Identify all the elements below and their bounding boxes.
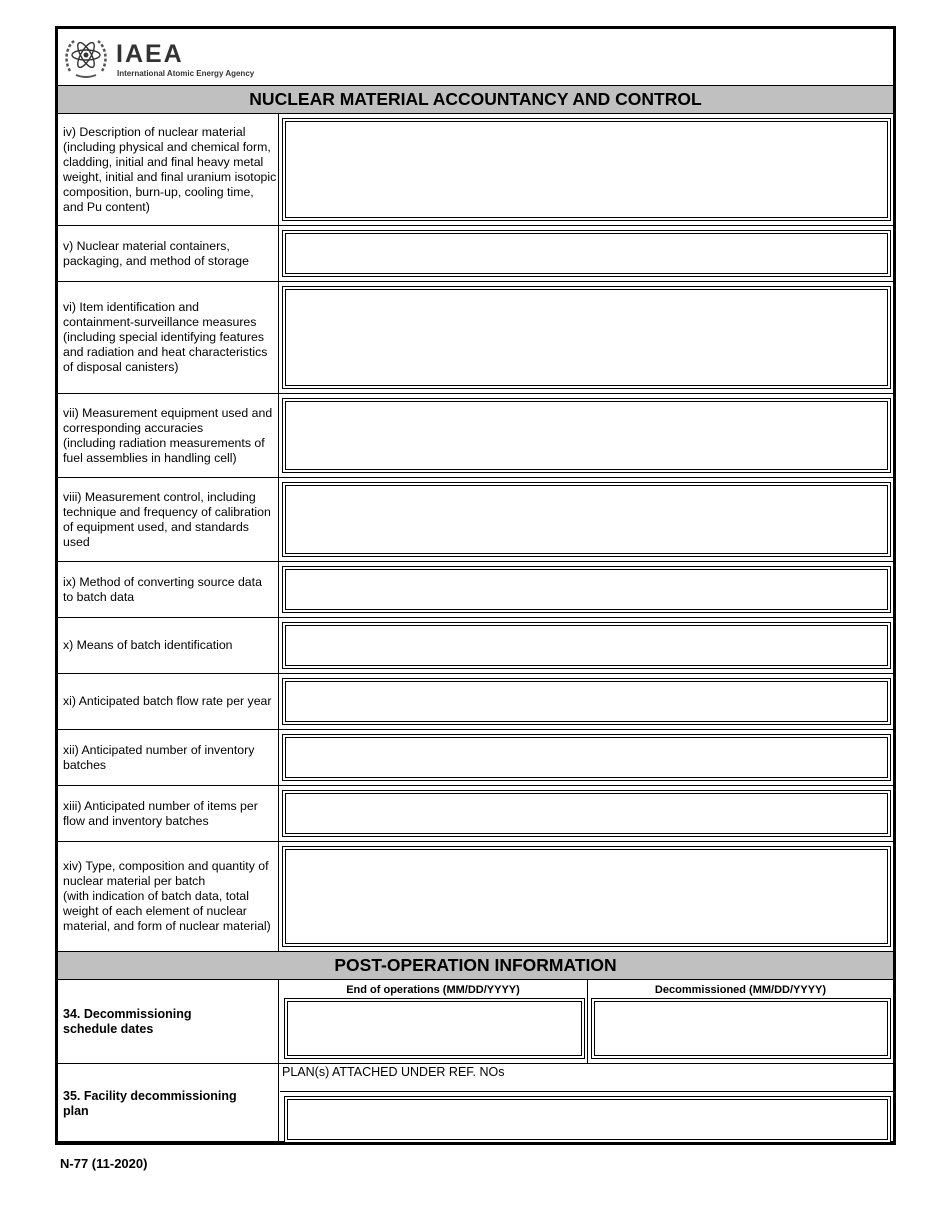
measurement-equipment-field[interactable] <box>282 398 891 473</box>
measurement-control-field[interactable] <box>282 482 891 557</box>
table-row <box>58 478 893 562</box>
plan-ref-label: PLAN(s) ATTACHED UNDER REF. NOs <box>282 1065 505 1079</box>
row-label: xiv) Type, composition and quantity of nuclear material per batch (with indication of batch data, total weight of each element of nuclear material, and form of nuclear material) <box>58 842 279 951</box>
batch-identification-field[interactable] <box>282 622 891 669</box>
logo-header <box>58 29 893 86</box>
item-identification-field[interactable] <box>282 286 891 389</box>
table-row <box>58 674 893 730</box>
row-label: xiii) Anticipated number of items per flow and inventory batches <box>58 786 279 841</box>
section-header-post-operation: POST-OPERATION INFORMATION <box>58 952 893 980</box>
row-label: viii) Measurement control, including technique and frequency of calibration of equipment used, and standards used <box>58 478 279 561</box>
row-label: vii) Measurement equipment used and corresponding accuracies (including radiation measurements of fuel assemblies in handling cell) <box>58 394 279 477</box>
decommissioning-plan-row <box>58 1064 893 1144</box>
end-of-operations-header: End of operations (MM/DD/YYYY) <box>346 984 520 996</box>
material-per-batch-field[interactable] <box>282 846 891 947</box>
iaea-atom-emblem-icon <box>62 33 110 81</box>
row-label: xi) Anticipated batch flow rate per year <box>58 674 279 729</box>
row-label: v) Nuclear material containers, packaging, and method of storage <box>58 226 279 281</box>
table-row <box>58 226 893 282</box>
plan-ref-input[interactable] <box>284 1096 891 1143</box>
row-label: vi) Item identification and containment-surveillance measures (including special identifying features and radiation and heat characteristics of disposal canisters) <box>58 282 279 393</box>
decommissioning-schedule-label: 34. Decommissioning schedule dates <box>58 980 279 1063</box>
row-label: x) Means of batch identification <box>58 618 279 673</box>
table-row <box>58 842 893 952</box>
table-row <box>58 394 893 478</box>
table-row <box>58 114 893 226</box>
end-of-operations-date-input[interactable] <box>284 998 585 1059</box>
inventory-batches-field[interactable] <box>282 734 891 781</box>
table-row <box>58 562 893 618</box>
decommissioned-date-input[interactable] <box>591 998 891 1059</box>
logo-subtitle: International Atomic Energy Agency <box>117 69 255 78</box>
decommissioning-schedule-row <box>58 980 893 1064</box>
table-row <box>58 730 893 786</box>
containers-field[interactable] <box>282 230 891 277</box>
row-label: iv) Description of nuclear material (including physical and chemical form, cladding, initial and final heavy metal weight, initial and final uranium isotopic composition, burn-up, cooling time, and Pu content) <box>58 114 279 225</box>
section-header-accountancy: NUCLEAR MATERIAL ACCOUNTANCY AND CONTROL <box>58 86 893 114</box>
table-row <box>58 786 893 842</box>
logo-text: IAEA <box>116 40 184 68</box>
batch-flow-rate-field[interactable] <box>282 678 891 725</box>
row-label: ix) Method of converting source data to batch data <box>58 562 279 617</box>
table-row <box>58 282 893 394</box>
form-page <box>55 26 896 1145</box>
table-row <box>58 618 893 674</box>
plan-divider <box>280 1091 893 1092</box>
form-code: N-77 (11-2020) <box>60 1156 148 1171</box>
items-per-batch-field[interactable] <box>282 790 891 837</box>
row-label: xii) Anticipated number of inventory batches <box>58 730 279 785</box>
conversion-method-field[interactable] <box>282 566 891 613</box>
decommissioned-header: Decommissioned (MM/DD/YYYY) <box>654 984 827 996</box>
decommissioning-plan-label: 35. Facility decommissioning plan <box>58 1064 279 1144</box>
description-field[interactable] <box>282 118 891 221</box>
